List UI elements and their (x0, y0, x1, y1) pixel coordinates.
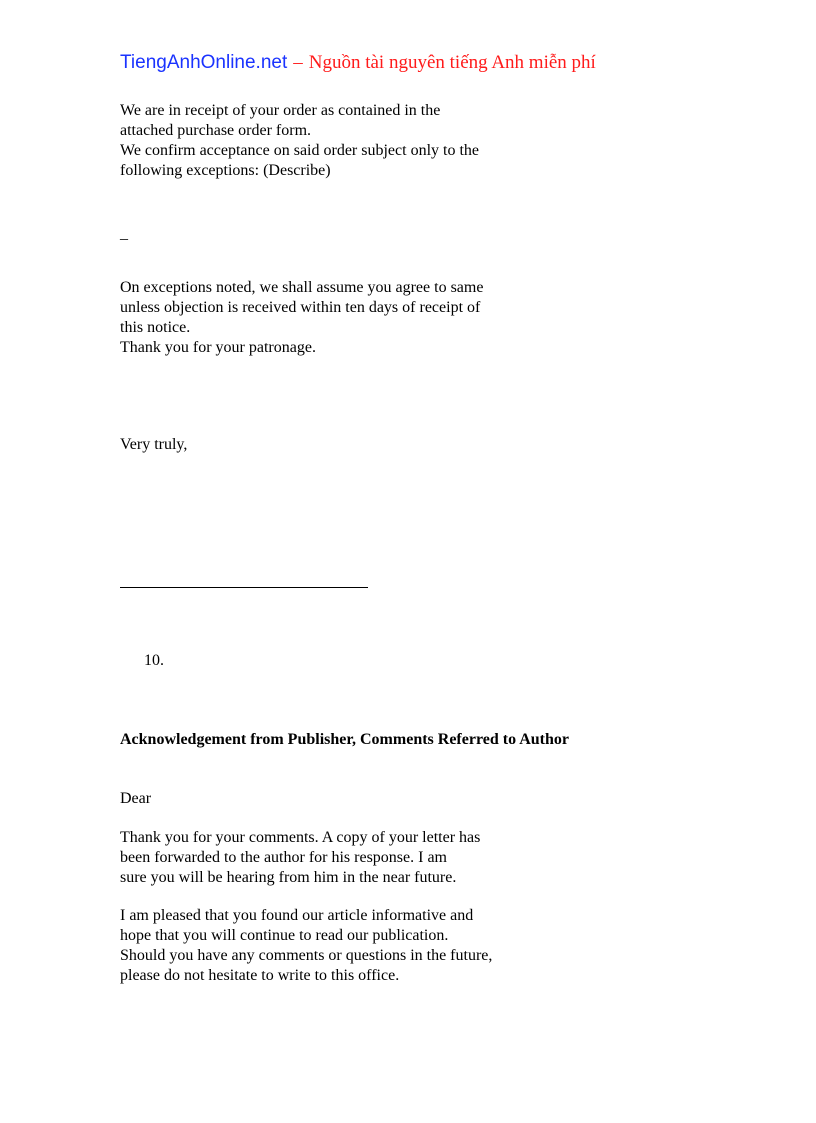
thanks-line: Thank you for your patronage. (120, 339, 316, 356)
exceptions-line-1: On exceptions noted, we shall assume you agree to same (120, 279, 484, 296)
header-separator: – (293, 52, 303, 73)
letter-number: 10. (144, 652, 164, 669)
paragraph1-line-3: sure you will be hearing from him in the near future. (120, 869, 457, 886)
closing-line: Very truly, (120, 436, 188, 453)
salutation: Dear (120, 790, 152, 807)
site-header (120, 51, 596, 75)
exceptions-blank-marker: _ (120, 225, 128, 242)
signature-line (120, 587, 368, 588)
letter-title: Acknowledgement from Publisher, Comments Referred to Author (120, 731, 569, 748)
exceptions-line-3: this notice. (120, 319, 191, 336)
paragraph2-line-3: Should you have any comments or questions in the future, (120, 947, 493, 964)
letter1-line-1: We are in receipt of your order as contained in the (120, 102, 441, 119)
letter1-line-4: following exceptions: (Describe) (120, 162, 331, 179)
paragraph1-line-1: Thank you for your comments. A copy of your letter has (120, 829, 481, 846)
paragraph2-line-2: hope that you will continue to read our publication. (120, 927, 449, 944)
site-tagline: Nguồn tài nguyên tiếng Anh miễn phí (308, 52, 596, 73)
paragraph2-line-4: please do not hesitate to write to this office. (120, 967, 400, 984)
exceptions-line-2: unless objection is received within ten days of receipt of (120, 299, 481, 316)
site-name[interactable]: TiengAnhOnline.net (120, 52, 288, 73)
paragraph1-line-2: been forwarded to the author for his response. I am (120, 849, 447, 866)
letter1-line-2: attached purchase order form. (120, 122, 312, 139)
letter1-line-3: We confirm acceptance on said order subject only to the (120, 142, 480, 159)
paragraph2-line-1: I am pleased that you found our article informative and (120, 907, 474, 924)
